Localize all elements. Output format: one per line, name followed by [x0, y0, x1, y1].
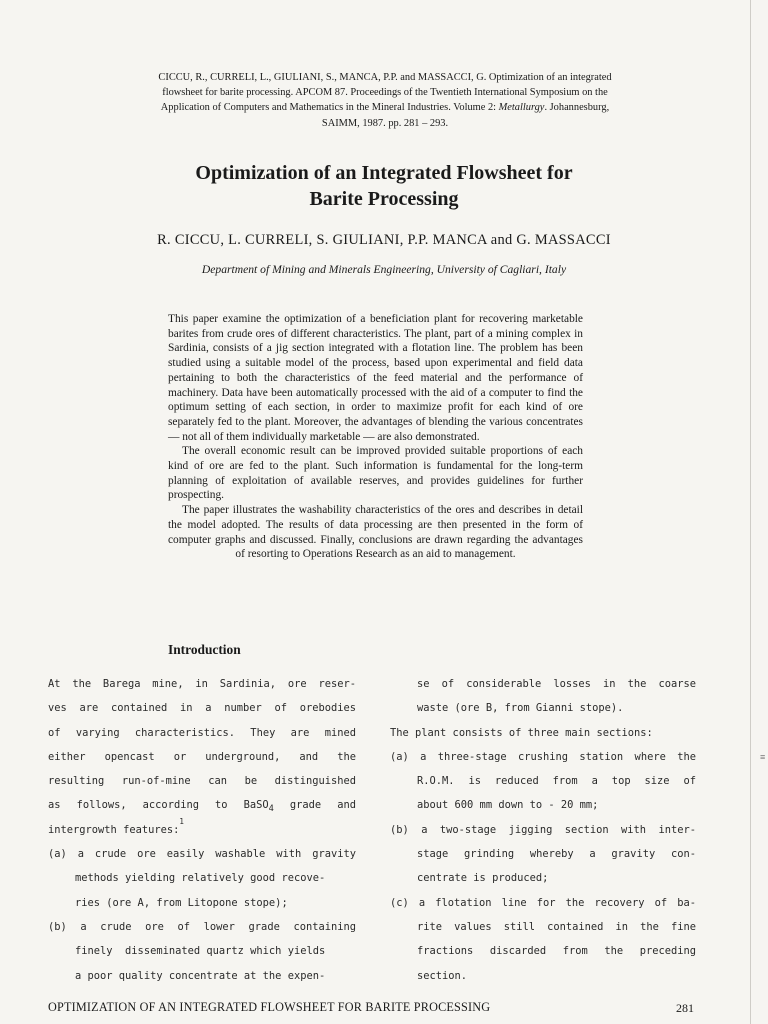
- body-line: section.: [417, 969, 468, 982]
- body-line: either opencast or underground, and the: [48, 750, 356, 763]
- body-line: centrate is produced;: [417, 872, 549, 885]
- citation-block: [90, 70, 680, 131]
- body-line: ves are contained in a number of orebodies: [48, 702, 356, 715]
- body-line: waste (ore B, from Gianni stope).: [417, 702, 624, 715]
- paper-title: Optimization of an Integrated Flowsheet for Barite Processing: [195, 162, 573, 210]
- footnote-marker: 1: [179, 816, 184, 826]
- body-line: finely disseminated quartz which yields: [75, 945, 326, 958]
- body-line: intergrowth features:$^1$: [48, 816, 184, 836]
- affiliation: Department of Mining and Minerals Engineering, University of Cagliari, Italy: [201, 263, 567, 276]
- scan-edge-mark: ≡: [760, 752, 766, 762]
- body-line: a poor quality concentrate at the expen-: [75, 969, 326, 982]
- body-line: resulting run-of-mine can be distinguished: [48, 775, 356, 788]
- body-line: At the Barega mine, in Sardinia, ore reser-: [48, 678, 356, 690]
- running-title: OPTIMIZATION OF AN INTEGRATED FLOWSHEET FOR BARITE PROCESSING: [48, 1000, 491, 1014]
- abstract-paragraph: This paper examine the optimization of a beneficiation plant for recovering marketable barites from crude ores of different characteristics. The plant, part of a mining complex in Sardinia, consists of a jig section integrated with a flotation line. The problem has been studied using a suitable model of the process, based upon experimental and field data pertaining to both the characteristics of the feed material and the performance of machinery. Data have been automatically processed with the aid of a computer to find the optimum setting of each section, in order to maximize profit for each kind of ore separately fed to the plant. Moreover, the advantages of blending the various concentrates — not all of them individually marketable — are also demonstrated.: [168, 313, 583, 443]
- citation-line: Application of Computers and Mathematics in the Mineral Industries. Volume 2: Metallurgy. Johannesburg,: [160, 102, 610, 114]
- section-heading: Introduction: [168, 642, 241, 657]
- abstract-paragraph: The overall economic result can be improved provided suitable proportions of each kind of ore are fed to the plant. Such information is fundamental for the long-term planning of exploitation of available reserves, and provides guidelines for further prospecting.: [168, 445, 583, 502]
- page-number: 281: [676, 1001, 694, 1015]
- body-line: methods yielding relatively good recove-: [75, 872, 326, 885]
- body-line: rite values still contained in the fine: [417, 920, 696, 933]
- citation-line: CICCU, R., CURRELI, L., GIULIANI, S., MANCA, P.P. and MASSACCI, G. Optimization of an integrated: [158, 72, 612, 83]
- body-line: se of considerable losses in the coarse: [417, 678, 696, 690]
- scan-edge-line: [750, 0, 751, 1024]
- body-line: (c) a flotation line for the recovery of ba-: [390, 896, 696, 909]
- body-line: as follows, according to BaSO$_4$ grade and: [48, 799, 356, 815]
- body-line: stage grinding whereby a gravity con-: [417, 848, 696, 861]
- abstract: [168, 312, 583, 562]
- right-column: [390, 676, 696, 992]
- body-line: (a) a crude ore easily washable with gravity: [48, 848, 356, 861]
- abstract-paragraph: The paper illustrates the washability characteristics of the ores and describes in detail the model adopted. The results of data processing are then presented in the form of computer graphs and discussed. Finally, conclusions are drawn regarding the advantages of resorting to Operations Research as an aid to management.: [168, 504, 583, 561]
- body-line: (a) a three-stage crushing station where the: [390, 750, 696, 763]
- body-line: (b) a crude ore of lower grade containing: [48, 920, 356, 933]
- body-line: The plant consists of three main sections:: [390, 726, 653, 739]
- left-column: [48, 676, 356, 992]
- citation-line: SAIMM, 1987. pp. 281 – 293.: [321, 117, 449, 129]
- body-line: (b) a two-stage jigging section with inter-: [390, 823, 696, 836]
- citation-line: flowsheet for barite processing. APCOM 87. Proceedings of the Twentieth International Symposium on the: [162, 87, 608, 99]
- author-list: R. CICCU, L. CURRELI, S. GIULIANI, P.P. MANCA and G. MASSACCI: [157, 232, 611, 248]
- body-line: of varying characteristics. They are mined: [48, 726, 356, 739]
- body-line: R.O.M. is reduced from a top size of: [417, 775, 696, 788]
- body-line: ries (ore A, from Litopone stope);: [75, 896, 288, 909]
- body-line: about 600 mm down to - 20 mm;: [417, 799, 599, 812]
- body-line: fractions discarded from the preceding: [417, 945, 696, 958]
